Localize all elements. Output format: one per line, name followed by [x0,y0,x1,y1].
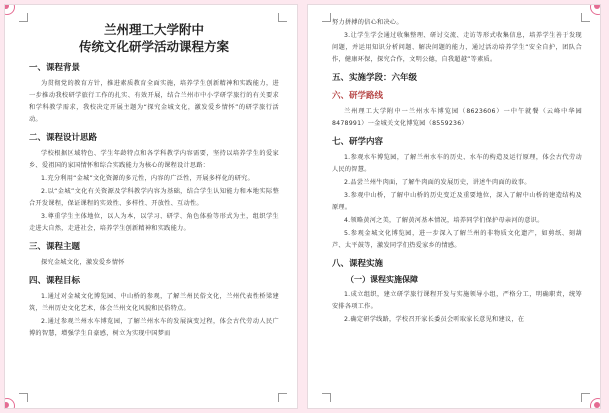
crop-mark-icon [322,393,331,402]
heart-corner-icon [4,4,15,15]
crop-mark-icon [322,13,331,22]
paragraph: 学校根据区域特色、学生年龄特点和各学科教学内容需要，坚持以培养学生的爱家乡、爱祖国的家国情怀和综合实践能力为核心的课程设计思路： [29,150,279,169]
crop-mark-icon [581,13,590,22]
paragraph: 4.领略黄河之美，了解黄河基本情况，培养同学们保护母亲河的意识。 [344,217,544,224]
page-content-left [29,21,279,396]
paragraph: 努力拼搏的信心和决心。 [332,19,403,26]
section-heading-route: 六、研学路线 [332,91,384,101]
page-content-right [332,17,582,396]
paragraph: 1.通过对金城文化博览园、中山桥的参观，了解兰州民俗文化，兰州代表性桥梁建筑，兰州历史文化艺术，体会兰州文化风貌和民俗特点。 [29,293,279,312]
crop-mark-icon [19,393,28,402]
section-heading-goals: 四、课程目标 [29,276,81,286]
section-heading-grade: 五、实施学段：六年级 [332,73,418,83]
crop-mark-icon [19,13,28,22]
paragraph: 为贯彻党的教育方针，推进素质教育全面实施，培养学生创新精神和实践能力，进一步推动我校研学旅行工作的扎实、有效开展，结合兰州市中小学研学旅行的有关要求和学科教学需求，我校决定开展主题为“探究金城文化，激发爱乡情怀”的研学旅行活动。 [29,80,279,123]
section-heading-background: 一、课程背景 [29,63,81,73]
subsection-heading-guarantee: （一）课程实施保障 [346,275,418,284]
crop-mark-icon [278,393,287,402]
paragraph: 兰州理工大学附中一兰州水车博览园（8623606）一中午就餐（云峰中华园8478991）一金城关文化博览园（8559236） [332,108,582,127]
paragraph: 3.参观中山桥，了解中山桥的历史变迁及重要地位，深入了解中山桥的建造结构及原理。 [332,192,582,211]
paragraph: 探究金城文化，激发爱乡情怀 [41,259,125,266]
document-page-right [307,4,601,409]
document-title-school: 兰州理工大学附中 [103,22,204,37]
section-heading-implementation: 八、课程实施 [332,259,384,269]
section-heading-theme: 三、课程主题 [29,242,81,252]
section-heading-content: 七、研学内容 [332,137,384,147]
paragraph: 1.充分利用“金城”文化资源的多元性，内容的广泛性，开展多样化的研究。 [41,175,254,182]
document-page-left [4,4,298,409]
heart-corner-icon [590,4,601,15]
heart-corner-icon [4,398,15,409]
paragraph: 2.确定研学线路，学校召开家长委员会听取家长意见和建议，在 [344,316,525,323]
document-title-plan: 传统文化研学活动课程方案 [78,39,229,54]
paragraph: 5.参观金城文化博览园，进一步深入了解兰州的非物质文化遗产，如剪纸、刻葫芦、太平鼓等，激发同学们热爱家乡的情感。 [332,230,582,249]
paragraph: 2.品尝兰州牛肉面，了解牛肉面的发展历史，讲述牛肉面的故事。 [344,179,531,186]
crop-mark-icon [581,393,590,402]
paragraph: 1.参观水车博览园，了解兰州水车的历史、水车的构造及运行原理，体会古代劳动人民的智慧。 [332,154,582,173]
paragraph: 3.让学生学会通过收集整理、研讨交流、走访等形式收集信息，培养学生善于发现问题，并运用知识分析问题、解决问题的能力，通过活动培养学生“安全自护，团队合作，健康环保，探究合作，文明公德，自我超越”等素质。 [332,32,582,63]
paragraph: 1.成立组织，建立研学旅行课程开发与实施领导小组，严格分工，明确职责，统筹安排各项工作。 [332,291,582,310]
crop-mark-icon [278,13,287,22]
paragraph: 2.以“金城”文化有关资源及学科教学内容为基础，结合学生认知能力和本地实际整合开发课程，保证课程的实效性、多样性、开放性、互动性。 [29,188,279,207]
heart-corner-icon [590,398,601,409]
paragraph: 2.通过参观兰州水车博览园，了解兰州水车的发展演变过程，体会古代劳动人民广博的智慧，增强学生自豪感，树立为实现中国梦而 [29,318,279,337]
section-heading-design: 二、课程设计思路 [29,133,98,143]
paragraph: 3.尊重学生主体地位，以人为本，以学习、研学、角色体验等形式为主，组织学生走进大自然，走进社会，培养学生创新精神和实践能力。 [29,213,279,232]
